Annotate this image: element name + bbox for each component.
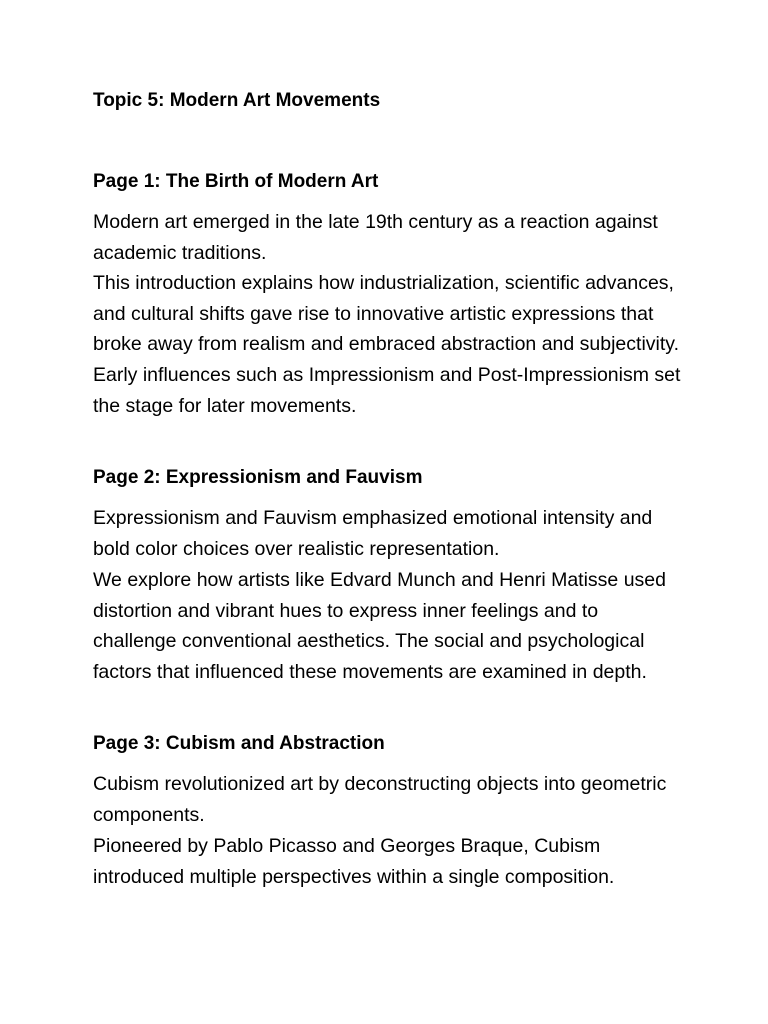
section-heading-page-2: Page 2: Expressionism and Fauvism	[93, 467, 423, 488]
document-title: Topic 5: Modern Art Movements	[93, 90, 381, 111]
section-summary-page-2: Expressionism and Fauvism emphasized emotional intensity and bold color choices over realistic representation.	[93, 507, 653, 560]
section-summary-page-1: Modern art emerged in the late 19th century as a reaction against academic traditions.	[93, 211, 658, 264]
section-heading-page-3: Page 3: Cubism and Abstraction	[93, 733, 385, 754]
section-summary-page-3: Cubism revolutionized art by deconstructing objects into geometric components.	[93, 773, 667, 826]
section-body-page-1: This introduction explains how industrialization, scientific advances, and cultural shifts gave rise to innovative artistic expressions that broke away from realism and embraced abstraction and subjectivity. Early influences such as Impressionism and Post-Impressionism set the stage for later movements.	[93, 272, 681, 417]
section-body-page-2: We explore how artists like Edvard Munch and Henri Matisse used distortion and vibrant hues to express inner feelings and to challenge conventional aesthetics. The social and psychological factors that influenced these movements are examined in depth.	[93, 569, 666, 684]
section-body-page-3: Pioneered by Pablo Picasso and Georges Braque, Cubism introduced multiple perspectives within a single composition.	[93, 835, 615, 888]
section-heading-page-1: Page 1: The Birth of Modern Art	[93, 171, 379, 192]
